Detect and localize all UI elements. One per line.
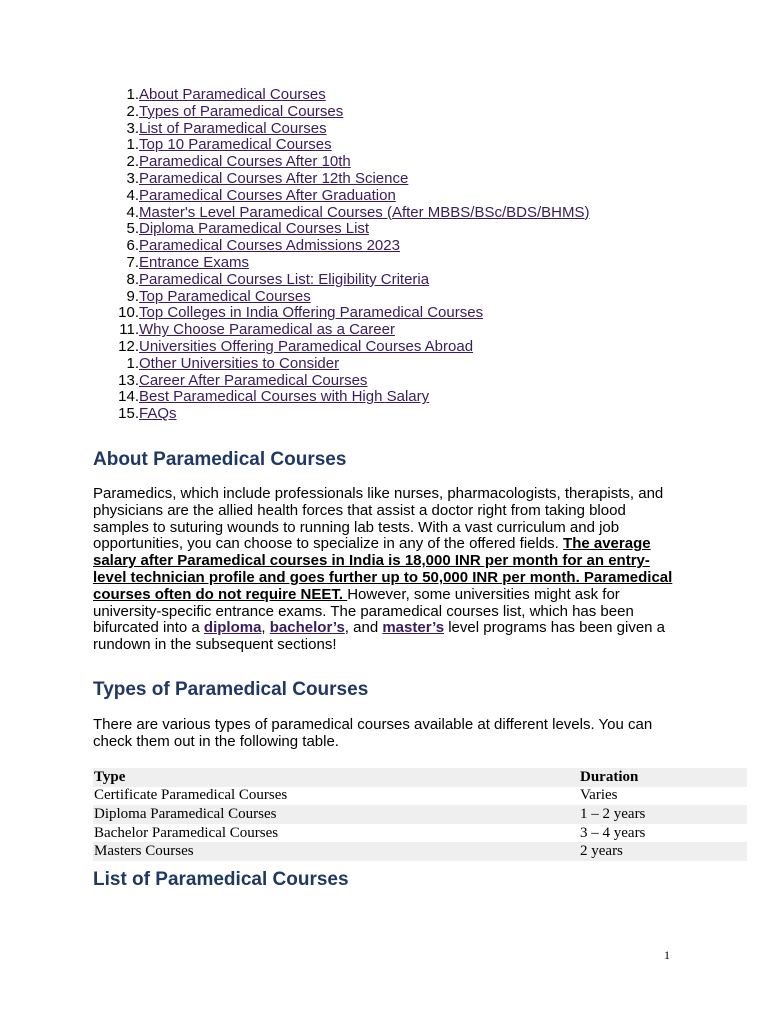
toc-link[interactable]: Why Choose Paramedical as a Career [139, 321, 395, 339]
toc-number: 8. [126, 270, 139, 288]
diploma-link[interactable]: diploma [203, 619, 262, 637]
toc-number: 13. [118, 371, 139, 389]
table-cell-duration: Varies [580, 787, 618, 804]
section-heading-types: Types of Paramedical Courses [93, 679, 369, 700]
toc-item[interactable] [93, 305, 713, 322]
separator-text: , and [344, 619, 383, 637]
table-cell-type: Bachelor Paramedical Courses [94, 824, 279, 841]
toc-number: 11. [119, 321, 139, 339]
toc-item[interactable] [93, 188, 713, 205]
toc-link[interactable]: Paramedical Courses List: Eligibility Criteria [139, 270, 430, 288]
toc-number: 6. [126, 237, 139, 255]
toc-number: 5. [126, 220, 139, 238]
toc-item[interactable] [93, 356, 713, 373]
toc-item[interactable] [93, 289, 713, 306]
toc-item[interactable] [93, 255, 713, 272]
toc-link[interactable]: Top 10 Paramedical Courses [139, 136, 332, 154]
toc-link[interactable]: Entrance Exams [139, 253, 250, 271]
toc-item[interactable] [93, 205, 713, 222]
toc-link[interactable]: Other Universities to Consider [139, 354, 340, 372]
toc-item[interactable] [93, 87, 713, 104]
toc-link[interactable]: Paramedical Courses After 12th Science [139, 169, 409, 187]
bachelors-link[interactable]: bachelor’s [269, 619, 345, 637]
toc-number: 2. [126, 153, 139, 171]
toc-item[interactable] [93, 238, 713, 255]
toc-item[interactable] [93, 121, 713, 138]
section-heading-about: About Paramedical Courses [93, 449, 347, 470]
table-cell-type: Diploma Paramedical Courses [94, 805, 277, 822]
about-text-c: level programs has been given a rundown in the subsequent sections! [93, 619, 666, 654]
toc-link[interactable]: List of Paramedical Courses [139, 119, 327, 137]
toc-item[interactable] [93, 389, 713, 406]
toc-item[interactable] [93, 221, 713, 238]
toc-number: 10. [118, 304, 139, 322]
toc-link[interactable]: About Paramedical Courses [139, 86, 326, 103]
toc-link[interactable]: Best Paramedical Courses with High Salary [139, 388, 430, 406]
toc-item[interactable] [93, 104, 713, 121]
toc-number: 14. [118, 388, 139, 406]
toc-number: 15. [118, 405, 139, 423]
toc-link[interactable]: Types of Paramedical Courses [139, 102, 344, 120]
types-intro: There are various types of paramedical courses available at different levels. You can check them out in the following table. [93, 716, 653, 750]
about-text-b: However, some universities might ask for university-specific entrance exams. The paramedical courses list, which has been bifurcated into a [93, 585, 634, 637]
toc-number: 7. [126, 253, 139, 271]
toc-number: 3. [126, 119, 139, 137]
toc-number: 4. [126, 203, 139, 221]
toc-item[interactable] [93, 322, 713, 339]
toc-link[interactable]: Universities Offering Paramedical Courses Abroad [139, 337, 474, 355]
toc-item[interactable] [93, 154, 713, 171]
toc-link[interactable]: Diploma Paramedical Courses List [139, 220, 370, 238]
separator-text: , [261, 619, 270, 637]
table-cell-duration: 3 – 4 years [580, 824, 646, 841]
toc-number: 1. [126, 354, 139, 372]
table-cell-duration: 1 – 2 years [580, 805, 646, 822]
course-types-table [93, 768, 747, 861]
toc-number: 12. [118, 337, 139, 355]
toc-item[interactable] [93, 171, 713, 188]
toc-link[interactable]: FAQs [139, 405, 177, 423]
table-cell-type: Masters Courses [94, 843, 194, 860]
toc-item[interactable] [93, 406, 713, 423]
table-row [93, 787, 747, 806]
table-header-row [93, 768, 747, 787]
toc-item[interactable] [93, 272, 713, 289]
about-text-a: Paramedics, which include professionals like nurses, pharmacologists, therapists, and physicians are the allied health forces that assist a doctor right from taking blood samples to suturing wounds to running lab tests. With a vast curriculum and job opportunities, you can choose to specialize in any of the offered fields. [93, 485, 664, 553]
section-heading-list: List of Paramedical Courses [93, 869, 349, 890]
salary-highlight: The average salary after Paramedical courses in India is 18,000 INR per month for an entry-level technician profile and goes further up to 50,000 INR per month. Paramedical courses often do not require NEET. [93, 535, 673, 603]
table-of-contents [93, 87, 713, 423]
toc-number: 2. [126, 102, 139, 120]
toc-item[interactable] [93, 137, 713, 154]
about-paragraph [93, 486, 683, 654]
toc-item[interactable] [93, 339, 713, 356]
toc-number: 4. [126, 186, 139, 204]
toc-link[interactable]: Career After Paramedical Courses [139, 371, 368, 389]
toc-link[interactable]: Top Paramedical Courses [139, 287, 311, 305]
toc-item[interactable] [93, 373, 713, 390]
toc-number: 1. [126, 86, 139, 103]
table-header-type: Type [94, 768, 126, 785]
toc-link[interactable]: Paramedical Courses After Graduation [139, 186, 396, 204]
table-row [93, 824, 747, 843]
toc-number: 1. [126, 136, 139, 154]
table-cell-type: Certificate Paramedical Courses [94, 787, 288, 804]
table-row [93, 805, 747, 824]
toc-number: 3. [126, 169, 139, 187]
table-cell-duration: 2 years [580, 843, 623, 860]
page-number: 1 [664, 948, 670, 962]
toc-link[interactable]: Top Colleges in India Offering Paramedical Courses [139, 304, 484, 322]
toc-link[interactable]: Paramedical Courses After 10th [139, 153, 351, 171]
toc-link[interactable]: Master's Level Paramedical Courses (After MBBS/BSc/BDS/BHMS) [139, 203, 590, 221]
table-row [93, 842, 747, 861]
toc-number: 9. [126, 287, 139, 305]
toc-link[interactable]: Paramedical Courses Admissions 2023 [139, 237, 400, 255]
masters-link[interactable]: master’s [382, 619, 445, 637]
table-header-duration: Duration [580, 768, 639, 785]
